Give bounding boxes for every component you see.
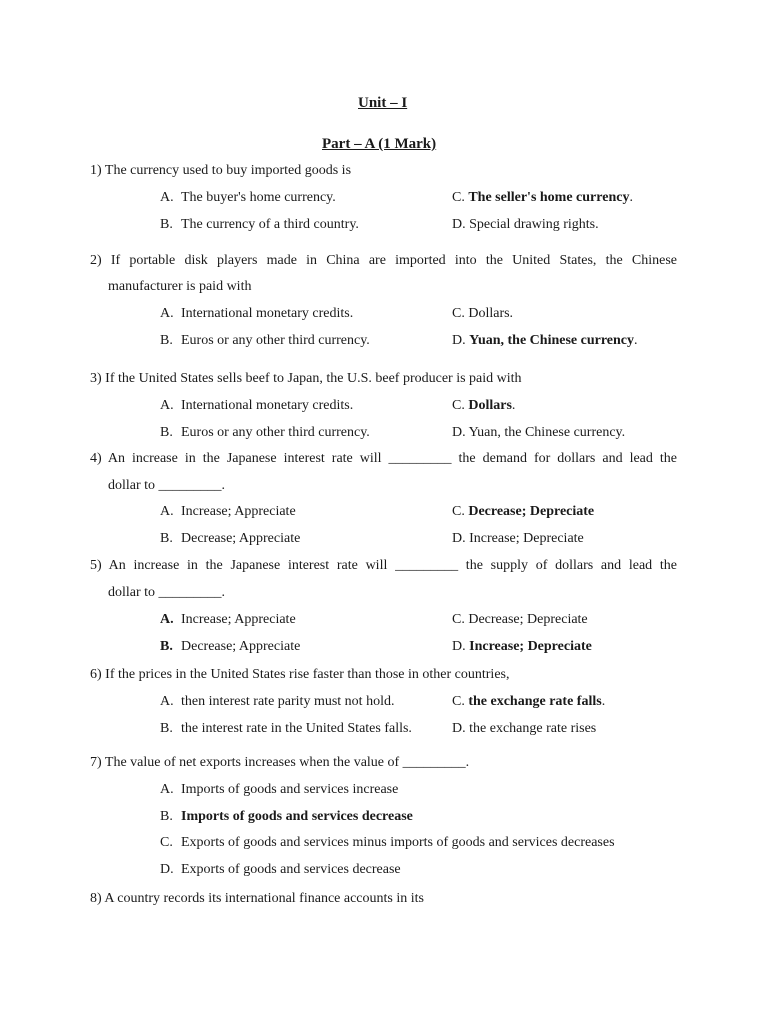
option-letter: B. [160, 639, 173, 654]
option-d [452, 332, 638, 350]
option-c [452, 611, 588, 629]
question-stem: 7) The value of net exports increases when the value of _________. [90, 755, 470, 770]
option-c [452, 397, 515, 415]
option-letter: B. [160, 333, 173, 348]
option-c [452, 503, 594, 521]
option-letter: A. [160, 694, 174, 709]
option-d: Exports of goods and services decrease [181, 862, 401, 877]
option-letter: D. [452, 333, 470, 348]
option-d [452, 638, 592, 656]
option-letter: B. [160, 217, 173, 232]
option-c: Exports of goods and services minus imports of goods and services decreases [181, 835, 615, 850]
option-text: Dollars. [468, 306, 514, 321]
option-letter: C. [452, 612, 469, 627]
option-a: International monetary credits. [181, 398, 354, 413]
option-letter: D. [452, 639, 470, 654]
option-text: Yuan, the Chinese currency. [468, 425, 626, 440]
option-letter: A. [160, 504, 174, 519]
option-text: Special drawing rights. [469, 217, 599, 232]
option-b: The currency of a third country. [181, 217, 359, 232]
option-letter: C. [452, 190, 469, 205]
option-letter: D. [160, 862, 174, 877]
question-stem: 6) If the prices in the United States rise faster than those in other countries, [90, 667, 510, 682]
option-letter: C. [452, 504, 469, 519]
option-letter: A. [160, 306, 174, 321]
option-letter: A. [160, 398, 174, 413]
question-stem: 3) If the United States sells beef to Japan, the U.S. beef producer is paid with [90, 371, 522, 386]
option-b: Euros or any other third currency. [181, 425, 370, 440]
option-d [452, 216, 599, 234]
question-stem: 1) The currency used to buy imported goods is [90, 163, 352, 178]
option-text: . [511, 398, 516, 413]
question-stem: 5) An increase in the Japanese interest rate will _________ the supply of dollars and lead the [90, 558, 677, 573]
question-stem: 4) An increase in the Japanese interest rate will _________ the demand for dollars and lead the [90, 451, 677, 466]
question-stem-continued: dollar to _________. [108, 585, 226, 600]
option-letter: B. [160, 425, 173, 440]
option-letter: A. [160, 782, 174, 797]
option-text: Increase; Depreciate [469, 531, 584, 546]
option-letter: D. [452, 425, 469, 440]
option-letter: A. [160, 190, 174, 205]
option-d [452, 720, 596, 738]
correct-answer: Decrease; Depreciate [468, 504, 595, 519]
option-a: Increase; Appreciate [181, 504, 296, 519]
option-a: Imports of goods and services increase [181, 782, 399, 797]
option-letter: C. [452, 398, 469, 413]
option-text: . [634, 333, 638, 348]
option-text: . [601, 694, 606, 709]
option-b: Imports of goods and services decrease [181, 809, 413, 824]
correct-answer: Yuan, the Chinese currency [469, 333, 635, 348]
question-stem: 2) If portable disk players made in China are imported into the United States, the Chinese [90, 253, 677, 268]
option-b: Euros or any other third currency. [181, 333, 370, 348]
option-letter: D. [452, 531, 470, 546]
question-stem-continued: dollar to _________. [108, 478, 226, 493]
option-b: Decrease; Appreciate [181, 639, 301, 654]
correct-answer: Increase; Depreciate [469, 639, 592, 654]
option-letter: B. [160, 809, 173, 824]
option-c [452, 189, 633, 207]
option-d [452, 530, 584, 548]
option-letter: C. [160, 835, 173, 850]
correct-answer: Dollars [468, 398, 512, 413]
option-c [452, 305, 513, 323]
option-a: The buyer's home currency. [181, 190, 336, 205]
option-a: Increase; Appreciate [181, 612, 296, 627]
correct-answer: the exchange rate falls [468, 694, 602, 709]
option-text: the exchange rate rises [469, 721, 597, 736]
option-a: International monetary credits. [181, 306, 354, 321]
option-b: Decrease; Appreciate [181, 531, 301, 546]
unit-title: Unit – I [358, 95, 408, 111]
option-letter: D. [452, 721, 470, 736]
option-a: then interest rate parity must not hold. [181, 694, 395, 709]
option-letter: B. [160, 721, 173, 736]
option-letter: A. [160, 612, 174, 627]
option-text: . [629, 190, 633, 205]
option-letter: C. [452, 306, 469, 321]
option-b: the interest rate in the United States falls. [181, 721, 412, 736]
question-stem-continued: manufacturer is paid with [108, 279, 252, 294]
option-letter: D. [452, 217, 470, 232]
option-text: Decrease; Depreciate [468, 612, 588, 627]
option-letter: C. [452, 694, 469, 709]
option-c [452, 693, 605, 711]
part-heading: Part – A (1 Mark) [322, 136, 437, 152]
option-letter: B. [160, 531, 173, 546]
correct-answer: The seller's home currency [468, 190, 630, 205]
option-d [452, 424, 625, 442]
question-stem: 8) A country records its international finance accounts in its [90, 891, 424, 906]
